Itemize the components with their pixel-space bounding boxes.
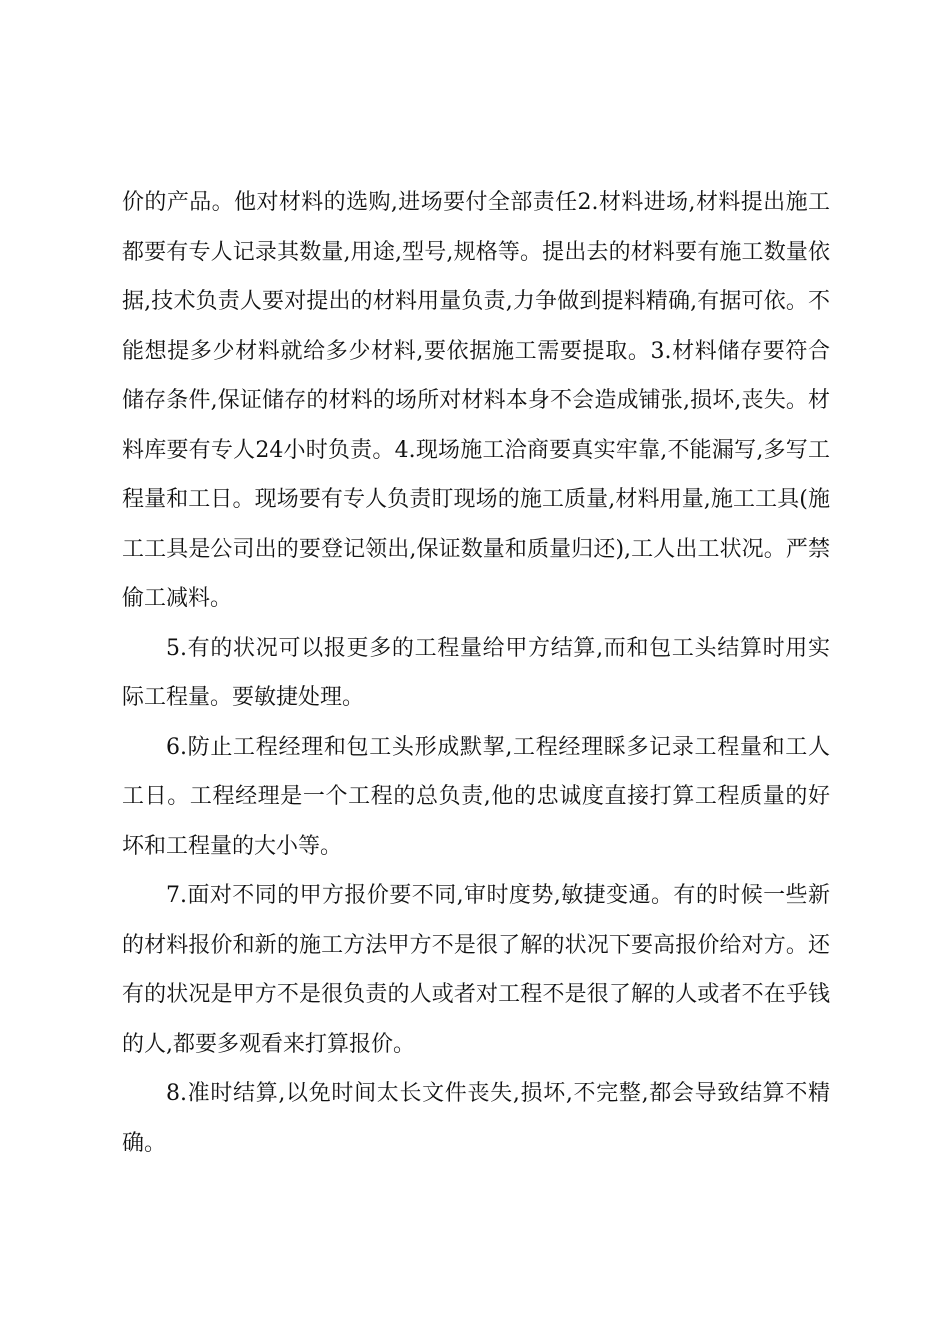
paragraph-item-5: 5.有的状况可以报更多的工程量给甲方结算,而和包工头结算时用实际工程量。要敏捷处理。 [122,635,830,710]
paragraph-item-8: 8.准时结算,以免时间太长文件丧失,损坏,不完整,都会导致结算不精确。 [122,1081,830,1156]
paragraph-item-7: 7.面对不同的甲方报价要不同,审时度势,敏捷变通。有的时候一些新的材料报价和新的施工方法甲方不是很了解的状况下要高报价给对方。还有的状况是甲方不是很负责的人或者对工程不是很了解的人或者不在乎钱的人,都要多观看来打算报价。 [122,883,830,1057]
paragraph-item-6: 6.防止工程经理和包工头形成默挈,工程经理睬多记录工程量和工人工日。工程经理是一个工程的总负责,他的忠诚度直接打算工程质量的好坏和工程量的大小等。 [122,734,830,859]
document-body [122,178,830,1168]
paragraph-materials-management: 价的产品。他对材料的选购,进场要付全部责任2.材料进场,材料提出施工都要有专人记录其数量,用途,型号,规格等。提出去的材料要有施工数量依据,技术负责人要对提出的材料用量负责,力争做到提料精确,有据可依。不能想提多少材料就给多少材料,要依据施工需要提取。3.材料储存要符合储存条件,保证储存的材料的场所对材料本身不会造成铺张,损坏,丧失。材料库要有专人24小时负责。4.现场施工洽商要真实牢靠,不能漏写,多写工程量和工日。现场要有专人负责盯现场的施工质量,材料用量,施工工具(施工工具是公司出的要登记领出,保证数量和质量归还),工人出工状况。严禁偷工减料。 [122,190,830,611]
